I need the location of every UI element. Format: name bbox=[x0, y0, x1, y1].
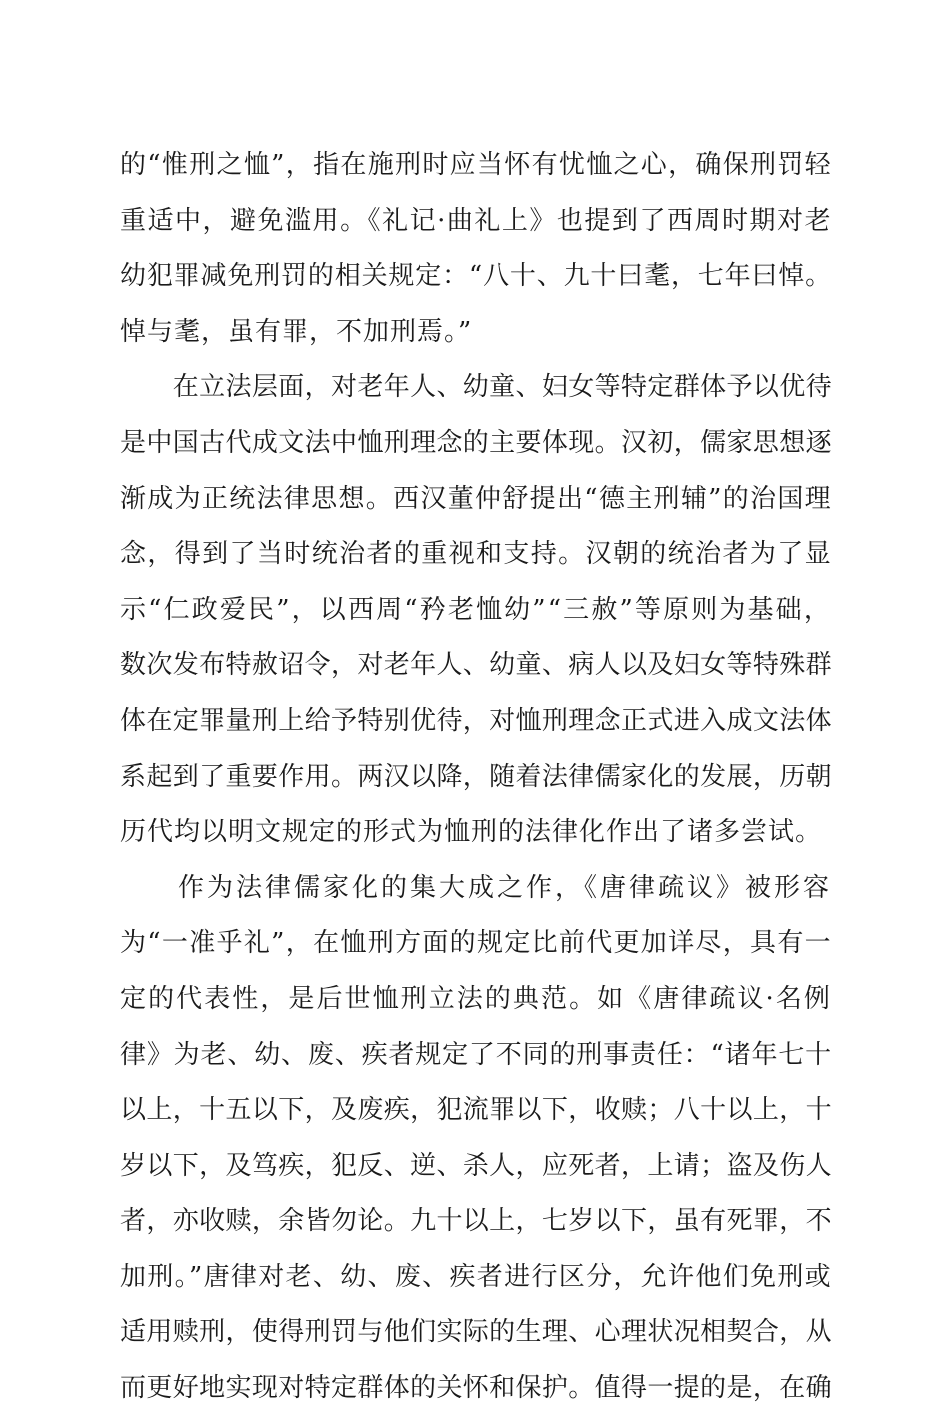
text-line: 是中国古代成文法中恤刑理念的主要体现。汉初，儒家思想逐 bbox=[120, 427, 832, 458]
paragraph-start-line: 在立法层面，对老年人、幼童、妇女等特定群体予以优待 bbox=[120, 372, 832, 403]
text-line: 念，得到了当时统治者的重视和支持。汉朝的统治者为了显 bbox=[120, 539, 832, 570]
body-text bbox=[120, 138, 832, 1417]
text-line: 悼与耄，虽有罪，不加刑焉。” bbox=[120, 316, 473, 347]
text-line: 以上，十五以下，及废疾，犯流罪以下，收赎；八十以上，十 bbox=[120, 1095, 832, 1126]
text-line: 者，亦收赎，余皆勿论。九十以上，七岁以下，虽有死罪，不 bbox=[120, 1206, 832, 1237]
text-line: 适用赎刑，使得刑罚与他们实际的生理、心理状况相契合，从 bbox=[120, 1317, 832, 1348]
text-line: 为“一准乎礼”，在恤刑方面的规定比前代更加详尽，具有一 bbox=[120, 928, 832, 959]
text-line: 律》为老、幼、废、疾者规定了不同的刑事责任：“诸年七十 bbox=[120, 1039, 832, 1070]
text-line: 系起到了重要作用。两汉以降，随着法律儒家化的发展，历朝 bbox=[120, 761, 832, 792]
text-line: 幼犯罪减免刑罚的相关规定：“八十、九十曰耄，七年曰悼。 bbox=[120, 261, 832, 292]
text-line: 加刑。”唐律对老、幼、废、疾者进行区分，允许他们免刑或 bbox=[120, 1261, 832, 1292]
text-line: 示“仁政爱民”，以西周“矜老恤幼”“三赦”等原则为基础， bbox=[120, 594, 832, 625]
text-line: 的“惟刑之恤”，指在施刑时应当怀有忧恤之心，确保刑罚轻 bbox=[120, 150, 832, 180]
text-line: 数次发布特赦诏令，对老年人、幼童、病人以及妇女等特殊群 bbox=[120, 650, 832, 681]
text-line: 渐成为正统法律思想。西汉董仲舒提出“德主刑辅”的治国理 bbox=[120, 483, 832, 514]
text-line: 定的代表性，是后世恤刑立法的典范。如《唐律疏议·名例 bbox=[120, 983, 832, 1014]
text-line: 岁以下，及笃疾，犯反、逆、杀人，应死者，上请；盗及伤人 bbox=[120, 1150, 832, 1181]
text-line: 体在定罪量刑上给予特别优待，对恤刑理念正式进入成文法体 bbox=[120, 705, 832, 736]
text-line: 而更好地实现对特定群体的关怀和保护。值得一提的是，在确 bbox=[120, 1373, 832, 1404]
paragraph-start-line: 作为法律儒家化的集大成之作，《唐律疏议》被形容 bbox=[120, 872, 832, 903]
text-line: 历代均以明文规定的形式为恤刑的法律化作出了诸多尝试。 bbox=[120, 817, 823, 848]
text-line: 重适中，避免滥用。《礼记·曲礼上》也提到了西周时期对老 bbox=[120, 205, 832, 236]
